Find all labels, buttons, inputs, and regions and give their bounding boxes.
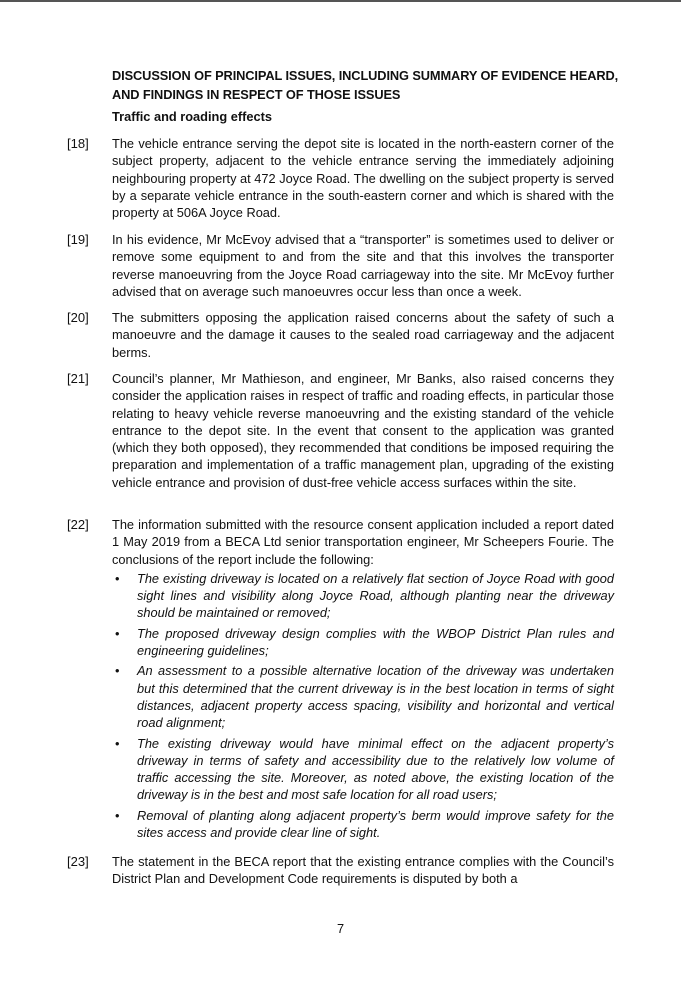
paragraph-19 xyxy=(67,231,614,300)
paragraph-21 xyxy=(67,370,614,491)
paragraph-number: [21] xyxy=(67,371,89,386)
paragraph-text: In his evidence, Mr McEvoy advised that a “transporter” is sometimes used to deliver or remove some equipment to and from the site and that this involves the transporter reverse manoeuvring from the Joyce Road carriageway into the site. Mr McEvoy further advised that on average such manoeuvres occur less than once a week. xyxy=(112,232,614,299)
subsection-heading: Traffic and roading effects xyxy=(112,109,272,124)
paragraph-text: The statement in the BECA report that the existing entrance complies with the Council’s District Plan and Development Code requirements is disputed by both a xyxy=(112,854,614,887)
bullet-icon: • xyxy=(115,625,120,641)
section-heading: DISCUSSION OF PRINCIPAL ISSUES, INCLUDING SUMMARY OF EVIDENCE HEARD, AND FINDINGS IN RESPECT OF THOSE ISSUES xyxy=(112,68,619,102)
list-item: • The existing driveway would have minimal effect on the adjacent property’s driveway in terms of safety and accessibility due to the relatively low volume of traffic accessing the site. Moreover, as noted above, the existing location of the driveway is in the best and most safe location for all road users; xyxy=(115,735,614,803)
paragraph-text: The vehicle entrance serving the depot site is located in the north-eastern corner of the subject property, adjacent to the vehicle entrance serving the immediately adjoining neighbouring property at 472 Joyce Road. The dwelling on the subject property is served by a separate vehicle entrance in the south-eastern corner and which is shared with the property at 506A Joyce Road. xyxy=(112,136,614,221)
paragraph-text: The submitters opposing the application raised concerns about the safety of such a manoeuvre and the damage it causes to the sealed road carriageway and the adjacent berms. xyxy=(112,310,614,360)
bullet-icon: • xyxy=(115,663,120,679)
paragraph-18 xyxy=(67,135,614,221)
paragraph-23 xyxy=(67,853,614,888)
list-item: • The proposed driveway design complies with the WBOP District Plan rules and engineering guidelines; xyxy=(115,625,614,659)
list-item: • Removal of planting along adjacent property’s berm would improve safety for the sites access and provide clear line of sight. xyxy=(115,807,614,841)
paragraph-number: [18] xyxy=(67,136,89,151)
list-item: • The existing driveway is located on a relatively flat section of Joyce Road with good sight lines and visibility along Joyce Road, although planting near the driveway should be maintained or removed; xyxy=(115,570,614,621)
paragraph-number: [23] xyxy=(67,854,89,869)
list-item: • An assessment to a possible alternative location of the driveway was undertaken but this determined that the current driveway is in the best location in terms of sight distances, adjacent property access spacing, visibility and horizontal and vertical road alignment; xyxy=(115,663,614,731)
paragraph-number: [20] xyxy=(67,310,89,325)
paragraph-number: [22] xyxy=(67,517,89,532)
paragraph-text: The information submitted with the resource consent application included a report dated 1 May 2019 from a BECA Ltd senior transportation engineer, Mr Scheepers Fourie. The conclusions of the report include the following: xyxy=(112,517,614,567)
bullet-icon: • xyxy=(115,807,120,823)
paragraph-22 xyxy=(67,516,614,844)
paragraph-20 xyxy=(67,309,614,361)
bullet-icon: • xyxy=(115,570,120,586)
paragraph-number: [19] xyxy=(67,232,89,247)
conclusions-list xyxy=(112,570,614,841)
bullet-icon: • xyxy=(115,735,120,751)
page-number: 7 xyxy=(336,921,345,936)
paragraph-text: Council’s planner, Mr Mathieson, and engineer, Mr Banks, also raised concerns they consider the application raises in respect of traffic and roading effects, in particular those relating to heavy vehicle reverse manoeuvring and the existing standard of the vehicle entrance to the depot site. In the event that consent to the application was granted (which they both opposed), they recommended that conditions be imposed requiring the preparation and implementation of a traffic management plan, upgrading of the existing vehicle entrance and provision of dust-free vehicle access surfaces within the site. xyxy=(112,371,614,490)
